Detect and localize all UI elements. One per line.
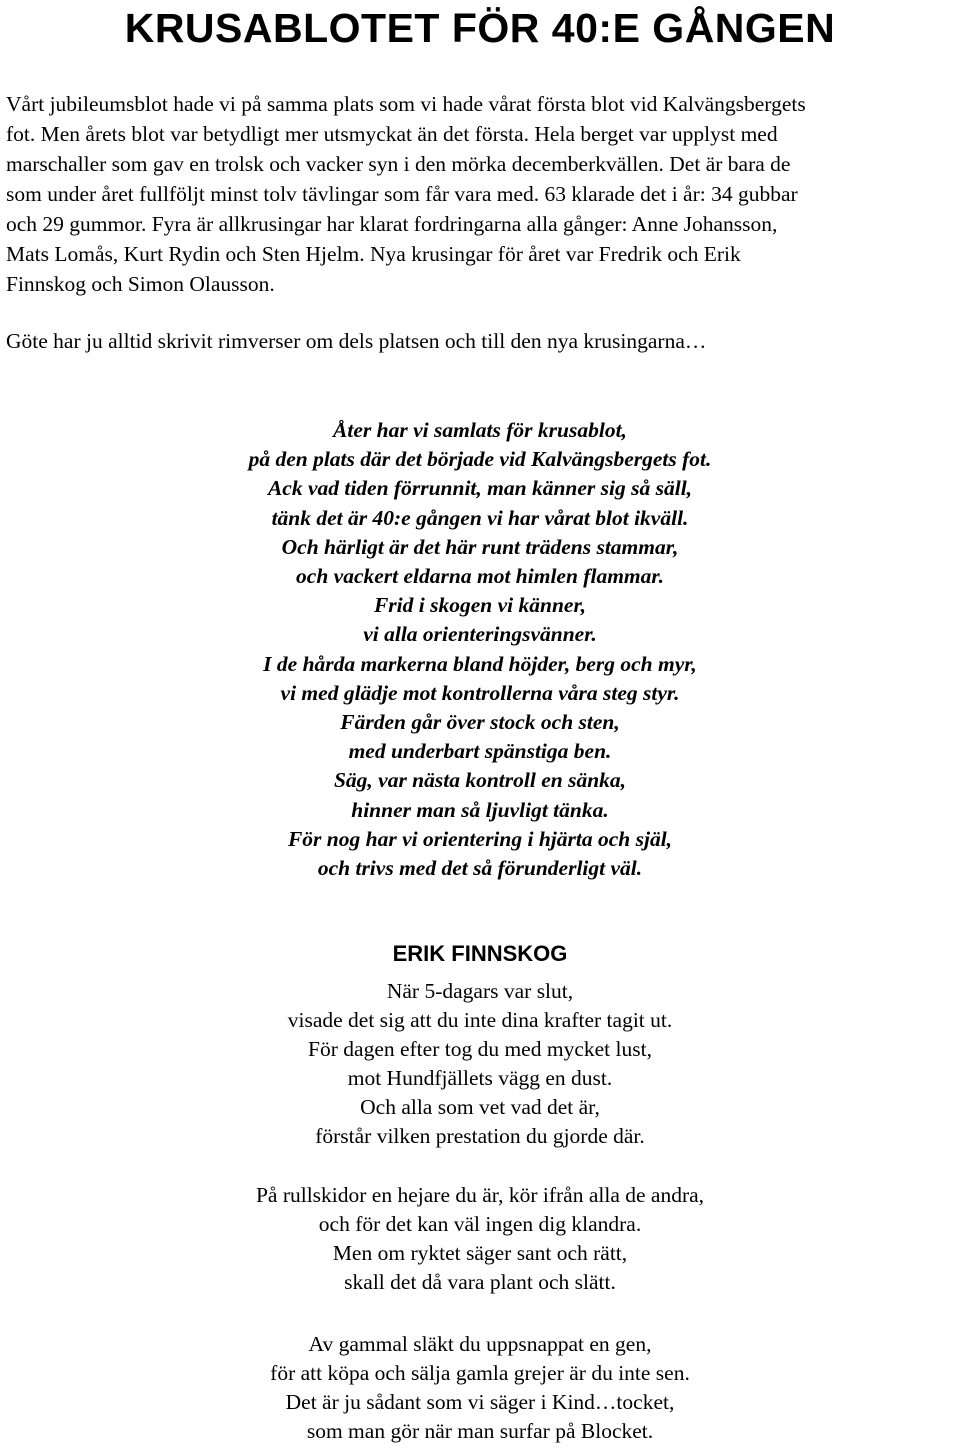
poem-line: Frid i skogen vi känner,: [373, 593, 587, 618]
paragraph-line: fot. Men årets blot var betydligt mer utsmyckat än det första. Hela berget var upplyst med: [6, 122, 778, 146]
poem-line: Säg, var nästa kontroll en sänka,: [333, 768, 627, 793]
poem-line: med underbart spänstiga ben.: [348, 739, 612, 764]
stanza-line: Det är ju sådant som vi säger i Kind…tocket,: [285, 1390, 675, 1414]
poem-line: hinner man så ljuvligt tänka.: [351, 797, 609, 822]
poem-line: och trivs med det så förunderligt väl.: [317, 856, 643, 881]
poem-line: Åter har vi samlats för krusablot,: [333, 418, 627, 442]
poem-line: Ack vad tiden förrunnit, man känner sig så säll,: [267, 476, 693, 501]
stanza-line: skall det då vara plant och slätt.: [344, 1270, 616, 1294]
poem-line: tänk det är 40:e gången vi har vårat blot ikväll.: [271, 505, 689, 530]
stanza-line: När 5-dagars var slut,: [386, 979, 574, 1003]
stanza-line: och för det kan väl ingen dig klandra.: [318, 1212, 642, 1236]
paragraph-line: Mats Lomås, Kurt Rydin och Sten Hjelm. Nya krusingar för året var Fredrik och Erik: [6, 242, 741, 266]
section-heading: ERIK FINNSKOG: [392, 941, 568, 966]
stanza-line: Av gammal släkt du uppsnappat en gen,: [308, 1332, 652, 1356]
poem-line: För nog har vi orientering i hjärta och själ,: [287, 826, 673, 851]
paragraph-line: som under året fullföljt minst tolv tävlingar som får vara med. 63 klarade det i år: 34 gubbar: [6, 182, 798, 206]
poem-line: och vackert eldarna mot himlen flammar.: [296, 564, 664, 589]
stanza-line: för att köpa och sälja gamla grejer är du inte sen.: [270, 1361, 690, 1385]
stanza-line: För dagen efter tog du med mycket lust,: [308, 1037, 652, 1061]
poem-line: I de hårda markerna bland höjder, berg och myr,: [263, 651, 697, 676]
stanza-line: som man gör när man surfar på Blocket.: [306, 1419, 654, 1443]
stanza-line: Men om ryktet säger sant och rätt,: [332, 1241, 628, 1265]
stanza-line: Och alla som vet vad det är,: [360, 1095, 600, 1119]
stanza-line: mot Hundfjällets vägg en dust.: [347, 1066, 613, 1090]
poem-line: vi med glädje mot kontrollerna våra steg styr.: [280, 680, 680, 705]
poem-line: Färden går över stock och sten,: [340, 710, 620, 735]
poem-line: Och härligt är det här runt trädens stammar,: [281, 534, 679, 559]
paragraph-line: och 29 gummor. Fyra är allkrusingar har klarat fordringarna alla gånger: Anne Johansson,: [6, 212, 778, 236]
stanza-line: På rullskidor en hejare du är, kör ifrån alla de andra,: [255, 1183, 705, 1207]
stanza-2: [0, 1181, 960, 1297]
krusablot-poem: [0, 416, 960, 883]
stanza-3: [0, 1330, 960, 1446]
paragraph-line: Vårt jubileumsblot hade vi på samma plats som vi hade vårat första blot vid Kalvängsbergets: [6, 92, 806, 116]
stanza-line: förstår vilken prestation du gjorde där.: [315, 1124, 645, 1148]
paragraph-line: Finnskog och Simon Olausson.: [6, 272, 275, 296]
stanza-line: visade det sig att du inte dina krafter tagit ut.: [287, 1008, 673, 1032]
paragraph-line: marschaller som gav en trolsk och vacker syn i den mörka decemberkvällen. Det är bara de: [6, 152, 791, 176]
second-paragraph: [6, 326, 956, 356]
stanza-1: [0, 977, 960, 1151]
poem-line: på den plats där det började vid Kalvängsbergets fot.: [248, 447, 712, 472]
page-title: KRUSABLOTET FÖR 40:E GÅNGEN: [124, 5, 836, 51]
poem-line: vi alla orienteringsvänner.: [363, 622, 597, 647]
intro-paragraph: [6, 89, 956, 299]
paragraph-line: Göte har ju alltid skrivit rimverser om dels platsen och till den nya krusingarna…: [6, 329, 707, 353]
